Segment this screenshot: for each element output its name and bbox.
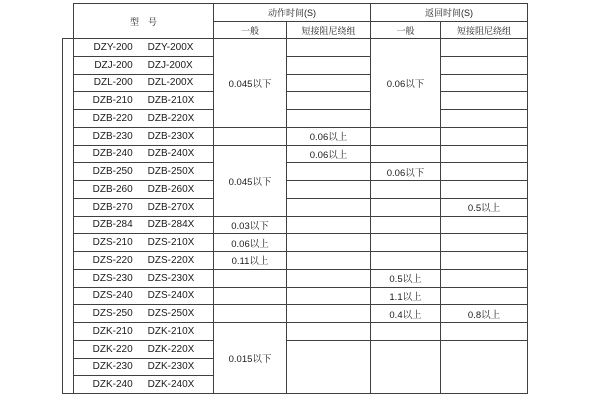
model-x-variant-label: DZS-250X [147, 308, 195, 320]
action-general-header: 一般 [214, 22, 287, 39]
return-damping-cell [441, 216, 528, 234]
model-x-variant-label: DZS-240X [147, 290, 195, 302]
model-cell [74, 305, 214, 323]
action-damping-cell [287, 216, 371, 234]
return-damping-cell [441, 92, 528, 110]
model-base-label: DZB-220 [92, 112, 133, 124]
action-general-cell: 0.045以下 [214, 145, 287, 216]
model-cell [74, 234, 214, 252]
model-x-variant-label: DZB-284X [147, 219, 195, 231]
return-general-cell [371, 323, 441, 341]
table-row [63, 305, 528, 323]
model-x-variant-label: DZS-210X [147, 237, 195, 249]
action-damping-cell [287, 287, 371, 305]
return-damping-cell [441, 269, 528, 287]
model-x-variant-label: DZS-220X [147, 254, 195, 266]
table-row [63, 234, 528, 252]
model-base-label: DZB-210 [92, 95, 133, 107]
return-damping-cell: 0.5以上 [441, 198, 528, 216]
return-general-cell: 0.06以下 [371, 163, 441, 181]
model-x-variant-label: DZB-250X [147, 166, 195, 178]
table-row [63, 323, 528, 341]
action-general-cell: 0.015以下 [214, 323, 287, 394]
model-x-variant-label: DZY-200X [147, 41, 194, 53]
model-base-label: DZS-250 [92, 308, 133, 320]
model-x-variant-label: DZJ-200X [147, 59, 193, 71]
spec-table-container [62, 3, 528, 394]
action-damping-cell [287, 252, 371, 270]
return-time-group-header: 返回时间(S) [371, 4, 528, 22]
model-x-variant-label: DZK-220X [147, 343, 195, 355]
model-x-variant-label: DZB-230X [147, 130, 195, 142]
return-general-cell [371, 198, 441, 216]
return-general-cell [371, 181, 441, 199]
action-damping-cell [287, 92, 371, 110]
table-row [63, 269, 528, 287]
return-general-cell [371, 216, 441, 234]
return-general-cell [371, 252, 441, 270]
action-damping-cell: 0.06以上 [287, 127, 371, 145]
return-damping-cell [441, 163, 528, 181]
model-cell [74, 358, 214, 376]
return-damping-cell [441, 127, 528, 145]
table-row [63, 74, 528, 92]
model-cell [74, 56, 214, 74]
relay-spec-table [62, 3, 528, 394]
model-cell [74, 376, 214, 394]
return-general-cell: 1.1以上 [371, 287, 441, 305]
model-cell [74, 198, 214, 216]
return-damping-cell [441, 252, 528, 270]
action-general-cell [214, 127, 287, 145]
action-general-cell: 0.045以下 [214, 39, 287, 128]
model-cell [74, 145, 214, 163]
return-damping-cell [441, 234, 528, 252]
action-damping-cell [287, 74, 371, 92]
action-general-cell [214, 269, 287, 287]
table-body [63, 39, 528, 394]
model-base-label: DZK-210 [92, 325, 133, 337]
action-damping-header: 短接阻尼绕组 [287, 22, 371, 39]
model-x-variant-label: DZB-210X [147, 95, 195, 107]
table-row [63, 92, 528, 110]
model-column-header: 型 号 [74, 4, 214, 39]
action-damping-cell [287, 305, 371, 323]
model-base-label: DZL-200 [93, 77, 133, 89]
model-cell [74, 74, 214, 92]
model-base-label: DZK-220 [92, 343, 133, 355]
action-damping-cell [287, 340, 371, 393]
action-damping-cell [287, 163, 371, 181]
return-general-cell [371, 340, 441, 393]
action-damping-cell [287, 56, 371, 74]
model-cell [74, 340, 214, 358]
return-damping-cell [441, 39, 528, 57]
action-damping-cell [287, 110, 371, 128]
model-base-label: DZB-260 [92, 183, 133, 195]
model-base-label: DZK-240 [92, 379, 133, 391]
model-base-label: DZB-240 [92, 148, 133, 160]
action-general-cell [214, 305, 287, 323]
return-damping-cell [441, 74, 528, 92]
return-damping-cell [441, 340, 528, 393]
action-general-cell: 0.03以下 [214, 216, 287, 234]
model-x-variant-label: DZB-240X [147, 148, 195, 160]
table-row [63, 163, 528, 181]
return-general-cell: 0.4以上 [371, 305, 441, 323]
table-header [63, 4, 528, 39]
model-base-label: DZK-230 [92, 361, 133, 373]
return-general-header: 一般 [371, 22, 441, 39]
model-base-label: DZB-230 [92, 130, 133, 142]
return-general-cell [371, 127, 441, 145]
action-damping-cell: 0.06以上 [287, 145, 371, 163]
table-row [63, 145, 528, 163]
return-damping-header: 短接阻尼绕组 [441, 22, 528, 39]
action-damping-cell [287, 39, 371, 57]
return-general-cell: 0.06以下 [371, 39, 441, 128]
model-base-label: DZB-284 [92, 219, 133, 231]
table-row [63, 181, 528, 199]
action-damping-cell [287, 198, 371, 216]
action-damping-cell [287, 181, 371, 199]
return-general-cell [371, 145, 441, 163]
table-row [63, 252, 528, 270]
model-x-variant-label: DZK-230X [147, 361, 195, 373]
model-x-variant-label: DZK-240X [147, 379, 195, 391]
model-base-label: DZS-220 [92, 254, 133, 266]
model-cell [74, 252, 214, 270]
model-base-label: DZY-200 [93, 41, 133, 53]
action-general-cell [214, 287, 287, 305]
model-x-variant-label: DZS-230X [147, 272, 195, 284]
model-base-label: DZS-210 [92, 237, 133, 249]
model-x-variant-label: DZL-200X [147, 77, 194, 89]
model-x-variant-label: DZK-210X [147, 325, 195, 337]
return-damping-cell [441, 181, 528, 199]
action-damping-cell [287, 234, 371, 252]
model-base-label: DZS-240 [92, 290, 133, 302]
model-cell [74, 216, 214, 234]
model-x-variant-label: DZB-270X [147, 201, 195, 213]
model-x-variant-label: DZB-260X [147, 183, 195, 195]
model-base-label: DZJ-200 [94, 59, 133, 71]
model-x-variant-label: DZB-220X [147, 112, 195, 124]
model-cell [74, 39, 214, 57]
model-cell [74, 269, 214, 287]
header-gutter-cell [63, 4, 74, 39]
header-row-groups [63, 4, 528, 22]
table-row [63, 198, 528, 216]
action-time-group-header: 动作时间(S) [214, 4, 371, 22]
table-row [63, 287, 528, 305]
return-damping-cell [441, 145, 528, 163]
table-row [63, 56, 528, 74]
model-cell [74, 110, 214, 128]
model-base-label: DZS-230 [92, 272, 133, 284]
model-cell [74, 323, 214, 341]
action-damping-cell [287, 323, 371, 341]
table-row [63, 216, 528, 234]
model-base-label: DZB-250 [92, 166, 133, 178]
table-row [63, 39, 528, 57]
model-cell [74, 287, 214, 305]
return-damping-cell [441, 56, 528, 74]
return-general-cell [371, 234, 441, 252]
model-cell [74, 181, 214, 199]
table-row [63, 340, 528, 358]
model-cell [74, 92, 214, 110]
return-damping-cell [441, 287, 528, 305]
return-general-cell: 0.5以上 [371, 269, 441, 287]
action-damping-cell [287, 269, 371, 287]
return-damping-cell [441, 323, 528, 341]
action-general-cell: 0.11以上 [214, 252, 287, 270]
table-row [63, 127, 528, 145]
model-cell [74, 163, 214, 181]
return-damping-cell: 0.8以上 [441, 305, 528, 323]
table-row [63, 110, 528, 128]
return-damping-cell [441, 110, 528, 128]
action-general-cell: 0.06以上 [214, 234, 287, 252]
model-cell [74, 127, 214, 145]
left-gutter-cell [63, 39, 74, 394]
model-base-label: DZB-270 [92, 201, 133, 213]
